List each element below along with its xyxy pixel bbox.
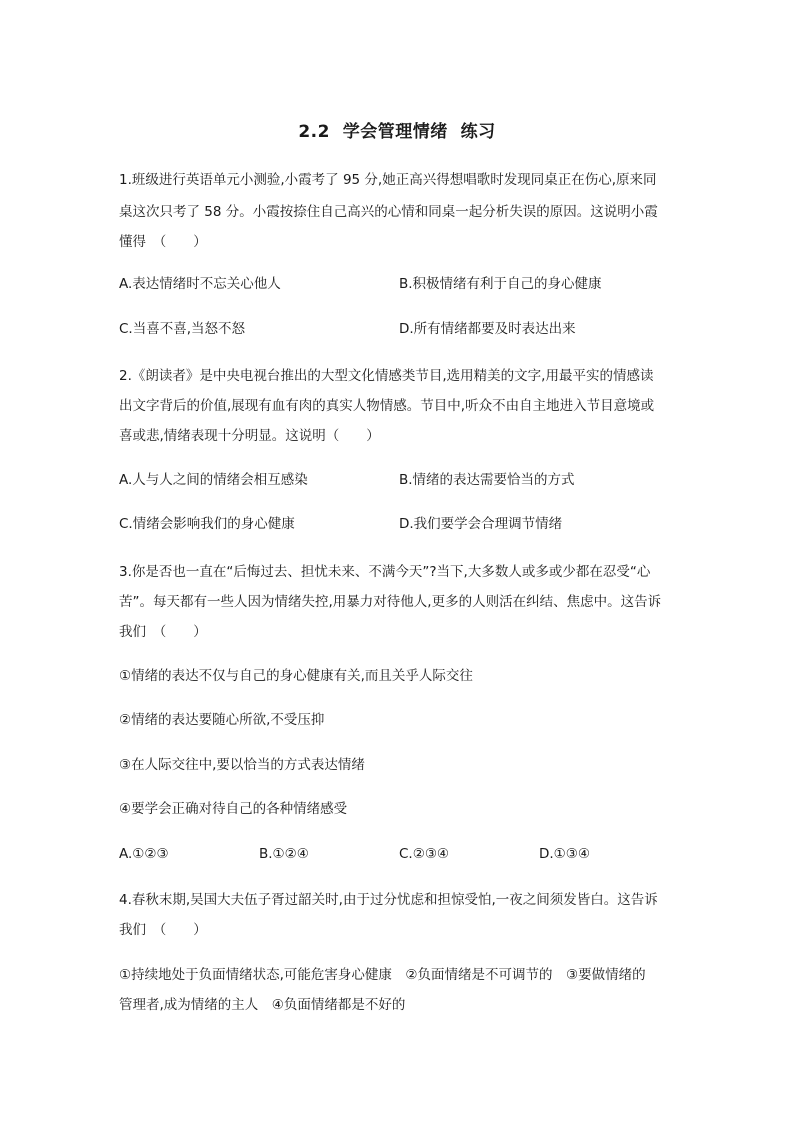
question-4-statement-line-2: 管理者,成为情绪的主人 ④负面情绪都是不好的 [119, 997, 406, 1013]
question-3-line-1: 3.你是否也一直在“后悔过去、担忧未来、不满今天”?当下,大多数人或多或少都在忍受“心 [119, 564, 651, 580]
question-3-statement-3: ③在人际交往中,要以恰当的方式表达情绪 [119, 757, 365, 773]
question-1-line-3: 懂得 （ ） [119, 234, 207, 250]
question-4-statement-line-1: ①持续地处于负面情绪状态,可能危害身心健康 ②负面情绪是不可调节的 ③要做情绪的 [119, 967, 646, 983]
question-3-statement-1: ①情绪的表达不仅与自己的身心健康有关,而且关乎人际交往 [119, 668, 473, 684]
question-1-option-b: B.积极情绪有利于自己的身心健康 [399, 276, 602, 292]
question-3-option-c: C.②③④ [399, 846, 450, 862]
question-1-option-a: A.表达情绪时不忘关心他人 [119, 276, 281, 292]
question-4-line-2: 我们 （ ） [119, 922, 207, 938]
question-2-option-d: D.我们要学会合理调节情绪 [399, 516, 563, 532]
question-3-option-d: D.①③④ [539, 846, 590, 862]
question-3-statement-4: ④要学会正确对待自己的各种情绪感受 [119, 801, 348, 817]
question-2-option-a: A.人与人之间的情绪会相互感染 [119, 472, 308, 488]
question-3-line-3: 我们 （ ） [119, 624, 207, 640]
question-2-option-b: B.情绪的表达需要恰当的方式 [399, 472, 575, 488]
question-3-option-b: B.①②④ [259, 846, 309, 862]
question-3-line-2: 苦”。每天都有一些人因为情绪失控,用暴力对待他人,更多的人则活在纠结、焦虑中。这告诉 [119, 594, 662, 610]
question-2-line-1: 2.《朗读者》是中央电视台推出的大型文化情感类节目,选用精美的文字,用最平实的情感读 [119, 368, 654, 384]
question-4-line-1: 4.春秋末期,吴国大夫伍子胥过韶关时,由于过分忧虑和担惊受怕,一夜之间须发皆白。这告诉 [119, 892, 658, 908]
page-title: 2.2 学会管理情绪 练习 [298, 122, 496, 142]
question-1-option-d: D.所有情绪都要及时表达出来 [399, 321, 576, 337]
question-1-line-1: 1.班级进行英语单元小测验,小霞考了 95 分,她正高兴得想唱歌时发现同桌正在伤心,原来同 [119, 172, 657, 188]
question-1-line-2: 桌这次只考了 58 分。小霞按捺住自己高兴的心情和同桌一起分析失误的原因。这说明小霞 [119, 204, 658, 220]
question-2-option-c: C.情绪会影响我们的身心健康 [119, 516, 295, 532]
question-3-statement-2: ②情绪的表达要随心所欲,不受压抑 [119, 712, 325, 728]
question-2-line-2: 出文字背后的价值,展现有血有肉的真实人物情感。节目中,听众不由自主地进入节目意境或 [119, 398, 655, 414]
question-2-line-3: 喜或悲,情绪表现十分明显。这说明（ ） [119, 428, 380, 444]
question-3-option-a: A.①②③ [119, 846, 169, 862]
question-1-option-c: C.当喜不喜,当怒不怒 [119, 321, 246, 337]
